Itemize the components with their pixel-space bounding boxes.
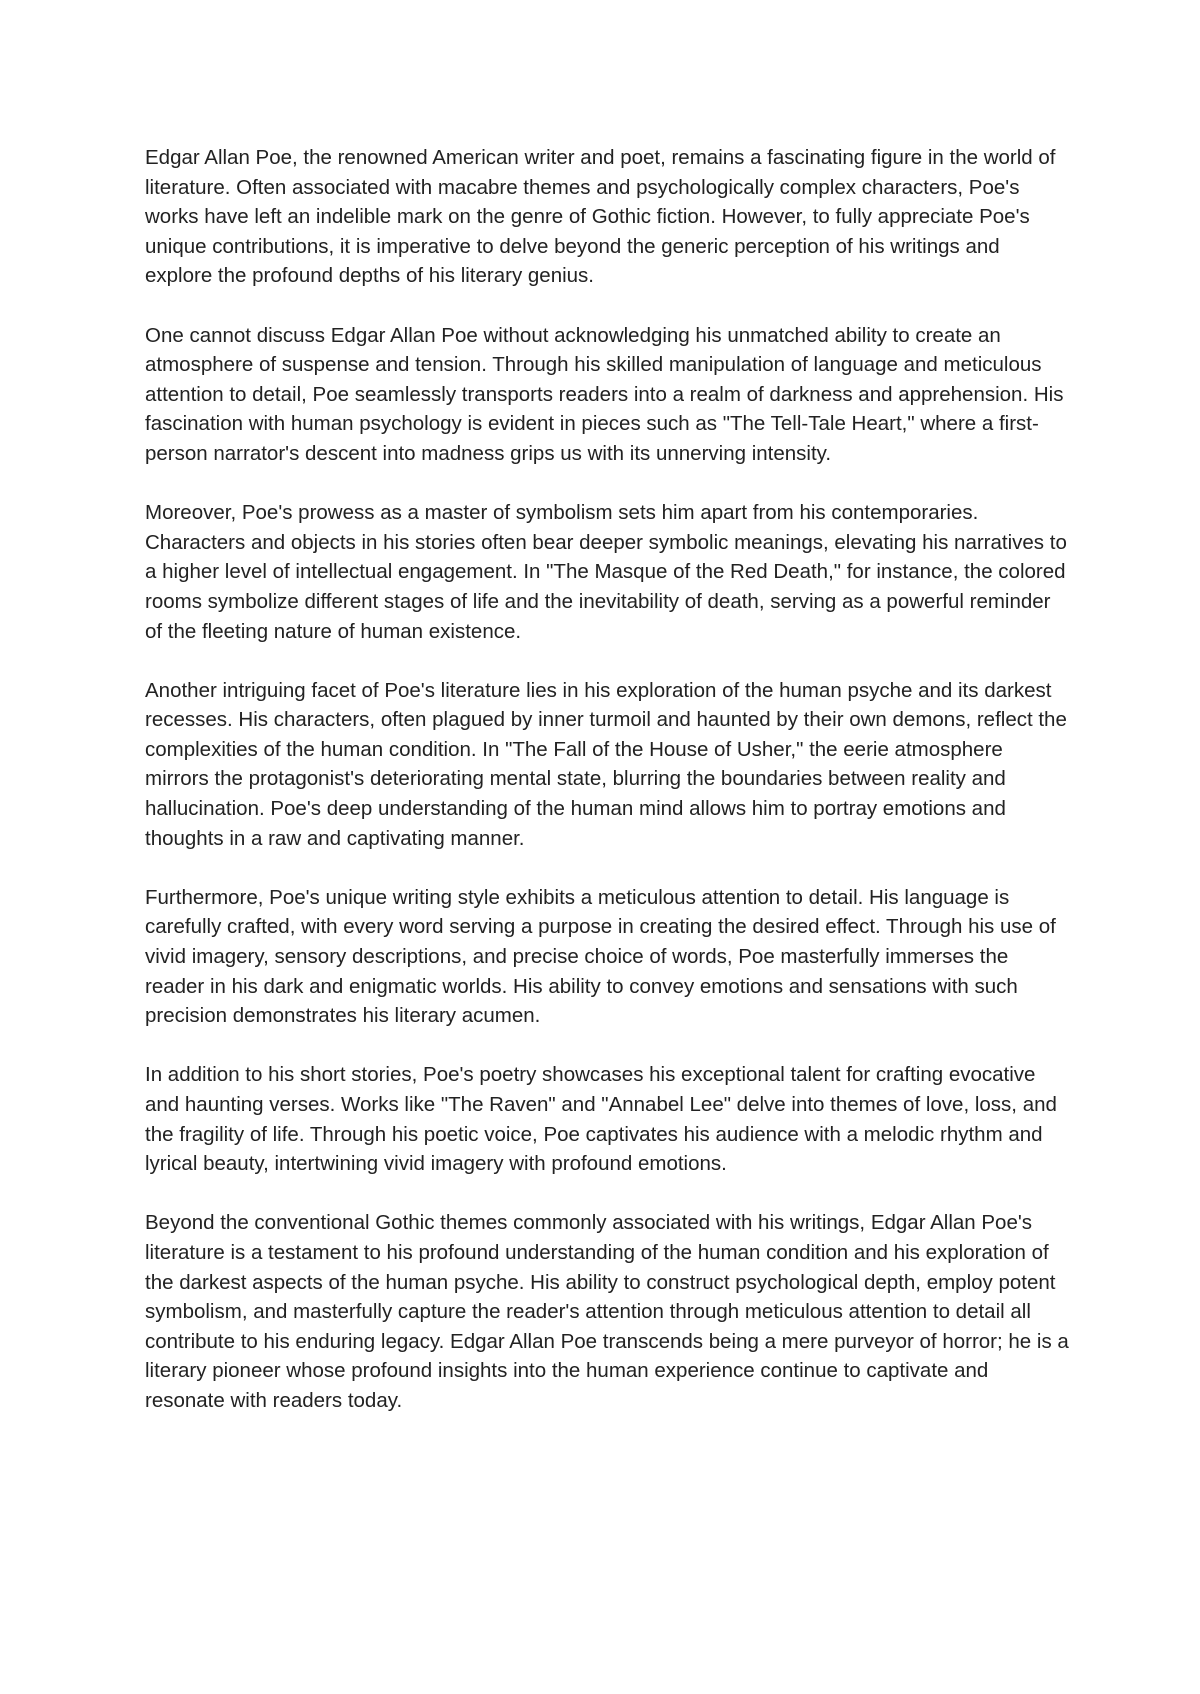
paragraph-7: Beyond the conventional Gothic themes commonly associated with his writings, Edgar Allan Poe's literature is a testament to his profound understanding of the human condition and his exploration of the darkest aspects of the human psyche. His ability to construct psychological depth, employ potent symbolism, and masterfully capture the reader's attention through meticulous attention to detail all contribute to his enduring legacy. Edgar Allan Poe transcends being a mere purveyor of horror; he is a literary pioneer whose profound insights into the human experience continue to captivate and resonate with readers today.: [145, 1211, 1069, 1412]
paragraph-3: Moreover, Poe's prowess as a master of symbolism sets him apart from his contemporaries. Characters and objects in his stories often bear deeper symbolic meanings, elevating his narratives to a higher level of intellectual engagement. In "The Masque of the Red Death," for instance, the colored rooms symbolize different stages of life and the inevitability of death, serving as a powerful reminder of the fleeting nature of human existence.: [145, 501, 1067, 643]
paragraph-5: Furthermore, Poe's unique writing style exhibits a meticulous attention to detail. His language is carefully crafted, with every word serving a purpose in creating the desired effect. Through his use of vivid imagery, sensory descriptions, and precise choice of words, Poe masterfully immerses the reader in his dark and enigmatic worlds. His ability to convey emotions and sensations with such precision demonstrates his literary acumen.: [145, 885, 1056, 1028]
paragraph-1: Edgar Allan Poe, the renowned American writer and poet, remains a fascinating figure in the world of literature. Often associated with macabre themes and psychologically complex characters, Poe's works have left an indelible mark on the genre of Gothic fiction. However, to fully appreciate Poe's unique contributions, it is imperative to delve beyond the generic perception of his writings and explore the profound depths of his literary genius.: [145, 146, 1056, 288]
paragraph-6: In addition to his short stories, Poe's poetry showcases his exceptional talent for crafting evocative and haunting verses. Works like "The Raven" and "Annabel Lee" delve into themes of love, loss, and the fragility of life. Through his poetic voice, Poe captivates his audience with a melodic rhythm and lyrical beauty, intertwining vivid imagery with profound emotions.: [145, 1063, 1057, 1176]
paragraph-4: Another intriguing facet of Poe's literature lies in his exploration of the human psyche and its darkest recesses. His characters, often plagued by inner turmoil and haunted by their own demons, reflect the complexities of the human condition. In "The Fall of the House of Usher," the eerie atmosphere mirrors the protagonist's deteriorating mental state, blurring the boundaries between reality and hallucination. Poe's deep understanding of the human mind allows him to portray emotions and thoughts in a raw and captivating manner.: [145, 678, 1067, 850]
paragraph-2: One cannot discuss Edgar Allan Poe without acknowledging his unmatched ability to create an atmosphere of suspense and tension. Through his skilled manipulation of language and meticulous attention to detail, Poe seamlessly transports readers into a realm of darkness and apprehension. His fascination with human psychology is evident in pieces such as "The Tell-Tale Heart," where a first-person narrator's descent into madness grips us with its unnerving intensity.: [145, 323, 1064, 465]
document-body: [145, 143, 1070, 1445]
